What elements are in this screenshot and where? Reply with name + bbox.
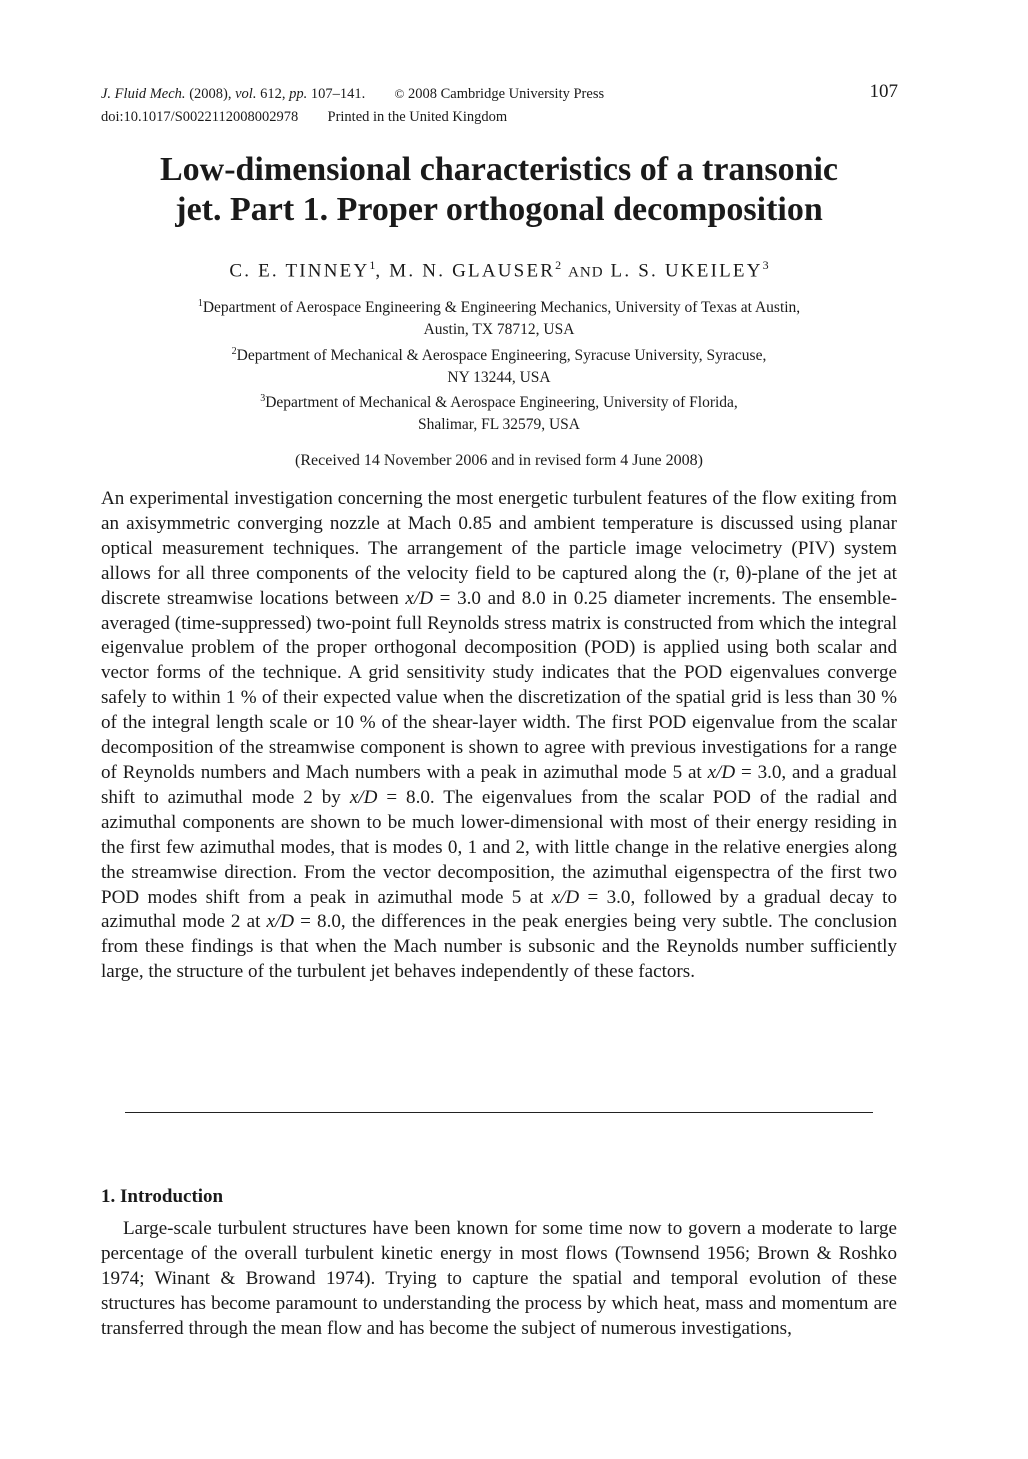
- affiliation-3-line-2: Shalimar, FL 32579, USA: [418, 416, 580, 434]
- affiliation-2: [60, 341, 938, 389]
- copyright-text: 2008 Cambridge University Press: [407, 86, 605, 102]
- affiliation-1-line-1: Department of Aerospace Engineering & Engineering Mechanics, University of Texas at Austin,: [202, 299, 801, 317]
- section-heading: 1. Introduction: [101, 1186, 224, 1207]
- abstract-text-5: = 8.0. The eigenvalues from the scalar POD of the radial and azimuthal components are shown to be much lower-dimensional with most of their energy residing in the first few azimuthal modes, that is modes 0, 1 and 2, with little change in the relative energies along the streamwise direction. From the vector decomposition, the azimuthal eigenspectra of the first two POD modes shift from a peak in azimuthal mode 5 at: [101, 786, 897, 908]
- author-1: C. E. TINNEY: [229, 260, 370, 282]
- author-1-affil-mark: 1: [369, 258, 376, 272]
- affiliation-3: [60, 388, 938, 436]
- author-conjunction: AND: [568, 264, 604, 281]
- affiliation-2-line-2: NY 13244, USA: [447, 369, 551, 387]
- affiliation-1-line-2: Austin, TX 78712, USA: [423, 321, 575, 339]
- math-x-over-d: x/D: [349, 786, 378, 808]
- affiliation-1: [60, 293, 938, 341]
- abstract-text-4: = 3.0, and a gradual shift to azimuthal mode 2 by: [101, 761, 897, 808]
- doi-line: [101, 109, 507, 126]
- title-line-2: jet. Part 1. Proper orthogonal decomposition: [175, 191, 823, 228]
- math-x-over-d: x/D: [266, 911, 295, 933]
- received-dates: (Received 14 November 2006 and in revised form 4 June 2008): [295, 452, 703, 469]
- author-3: L. S. UKEILEY: [610, 260, 763, 282]
- journal-citation: [101, 86, 604, 103]
- author-2: M. N. GLAUSER: [389, 260, 556, 282]
- affiliation-2-mark: 2: [231, 346, 237, 357]
- plane-notation: (r, θ): [712, 562, 752, 584]
- abstract-text-6: = 3.0, followed by a gradual decay to azimuthal mode 2 at: [101, 886, 897, 933]
- pages-label: pp.: [289, 86, 308, 102]
- page-number: 107: [869, 81, 898, 102]
- math-x-over-d: x/D: [405, 587, 433, 609]
- affiliation-3-mark: 3: [260, 393, 266, 404]
- abstract-divider: [125, 1112, 873, 1113]
- volume-number: 612,: [260, 86, 286, 102]
- copyright-icon: ©: [394, 86, 405, 101]
- author-2-affil-mark: 2: [555, 258, 562, 272]
- abstract-text-2: -plane of the jet at discrete streamwise locations between: [101, 562, 897, 609]
- page-range: 107–141.: [310, 86, 366, 102]
- abstract-text-3: = 3.0 and 8.0 in 0.25 diameter increments. The ensemble-averaged (time-suppressed) two-point full Reynolds stress matrix is constructed from which the integral eigenvalue problem of the proper orthogonal decomposition (POD) is applied using both scalar and vector forms of the technique. A grid sensitivity study indicates that the POD eigenvalues converge safely to within 1 % of their expected value when the discretization of the spatial grid is less than 30 % of the integral length scale or 10 % of the shear-layer width. The first POD eigenvalue from the scalar decomposition of the streamwise component is shown to agree with previous investigations for a range of Reynolds numbers and Mach numbers with a peak in azimuthal mode 5 at: [101, 587, 897, 783]
- math-x-over-d: x/D: [707, 761, 736, 783]
- abstract-text-7: = 8.0, the differences in the peak energies being very subtle. The conclusion from these findings is that when the Mach number is subsonic and the Reynolds number sufficiently large, the structure of the turbulent jet behaves independently of these factors.: [101, 911, 898, 983]
- affiliation-3-line-1: Department of Mechanical & Aerospace Engineering, University of Florida,: [265, 394, 738, 412]
- journal-name: J. Fluid Mech.: [101, 86, 186, 102]
- math-x-over-d: x/D: [551, 886, 580, 908]
- abstract: [101, 487, 897, 985]
- title-line-1: Low-dimensional characteristics of a transonic: [159, 151, 839, 188]
- printed-note: Printed in the United Kingdom: [327, 109, 508, 125]
- doi: doi:10.1017/S0022112008002978: [101, 109, 299, 125]
- author-3-affil-mark: 3: [762, 258, 769, 272]
- affiliation-1-mark: 1: [197, 298, 203, 309]
- abstract-text-1: An experimental investigation concerning the most energetic turbulent features of the flow exiting from an axisymmetric converging nozzle at Mach 0.85 and ambient temperature is discussed using planar optical measurement techniques. The arrangement of the particle image velocimetry (PIV) system allows for all three components of the velocity field to be captured along the: [101, 488, 897, 584]
- journal-year: (2008),: [189, 86, 232, 102]
- paper-title: [60, 150, 938, 230]
- volume-label: vol.: [235, 86, 257, 102]
- affiliation-2-line-1: Department of Mechanical & Aerospace Engineering, Syracuse University, Syracuse,: [236, 347, 767, 365]
- author-separator: ,: [375, 260, 383, 282]
- author-list: [60, 258, 938, 282]
- introduction-paragraph: Large-scale turbulent structures have been known for some time now to govern a moderate to large percentage of the overall turbulent kinetic energy in most flows (Townsend 1956; Brown & Roshko 1974; Winant & Browand 1974). Trying to capture the spatial and temporal evolution of these structures has become paramount to understanding the process by which heat, mass and momentum are transferred through the mean flow and has become the subject of numerous investigations,: [101, 1218, 897, 1339]
